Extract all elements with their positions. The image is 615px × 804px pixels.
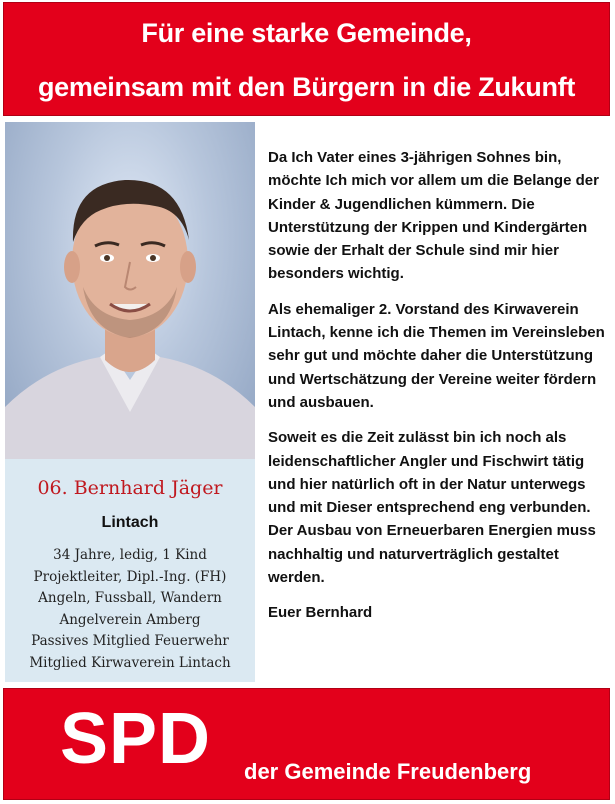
fact-item: Mitglied Kirwaverein Lintach	[29, 654, 231, 671]
candidate-panel	[5, 122, 255, 682]
header-banner	[3, 2, 610, 116]
bio-paragraph-nature: Soweit es die Zeit zulässt bin ich noch als leidenschaftlicher Angler und Fischwirt tätig und hier natürlich oft in der Natur unterwegs und mit Dieser entsprechend eng verbunden. Der Ausbau von Erneuerbaren Energien muss nachhaltig und naturverträglich gestaltet werden.	[268, 429, 596, 587]
candidate-facts	[5, 545, 255, 675]
headline-line-1: Für eine starke Gemeinde,	[141, 18, 472, 48]
bio-signature: Euer Bernhard	[268, 604, 373, 622]
bio-paragraph-family: Da Ich Vater eines 3-jährigen Sohnes bin, möchte Ich mich vor allem um die Belange der Kinder & Jugendlichen kümmern. Die Unterstützung der Krippen und Kindergärten sowie der Erhalt der Schule sind mir hier besonders wichtig.	[268, 149, 599, 283]
fact-item: 34 Jahre, ledig, 1 Kind	[53, 547, 207, 563]
bio-paragraph-clubs: Als ehemaliger 2. Vorstand des Kirwaverein Lintach, kenne ich die Themen im Vereinsleben sehr gut und möchte daher die Unterstützung und Wertschätzung der Vereine weiter fördern und ausbauen.	[268, 300, 605, 411]
candidate-bio	[268, 146, 613, 637]
headline-line-2: gemeinsam mit den Bürgern in die Zukunft	[37, 72, 576, 102]
footer-banner	[3, 688, 610, 800]
candidate-photo	[5, 122, 255, 459]
fact-item: Angelverein Amberg	[59, 611, 201, 628]
fact-item: Projektleiter, Dipl.-Ing. (FH)	[33, 568, 227, 585]
candidate-name: 06. Bernhard Jäger	[37, 477, 223, 499]
candidate-place: Lintach	[101, 514, 159, 531]
fact-item: Angeln, Fussball, Wandern	[38, 590, 222, 607]
footer-subtitle: der Gemeinde Freudenberg	[244, 759, 532, 784]
party-logo-text: SPD	[60, 699, 212, 779]
fact-item: Passives Mitglied Feuerwehr	[31, 633, 229, 650]
